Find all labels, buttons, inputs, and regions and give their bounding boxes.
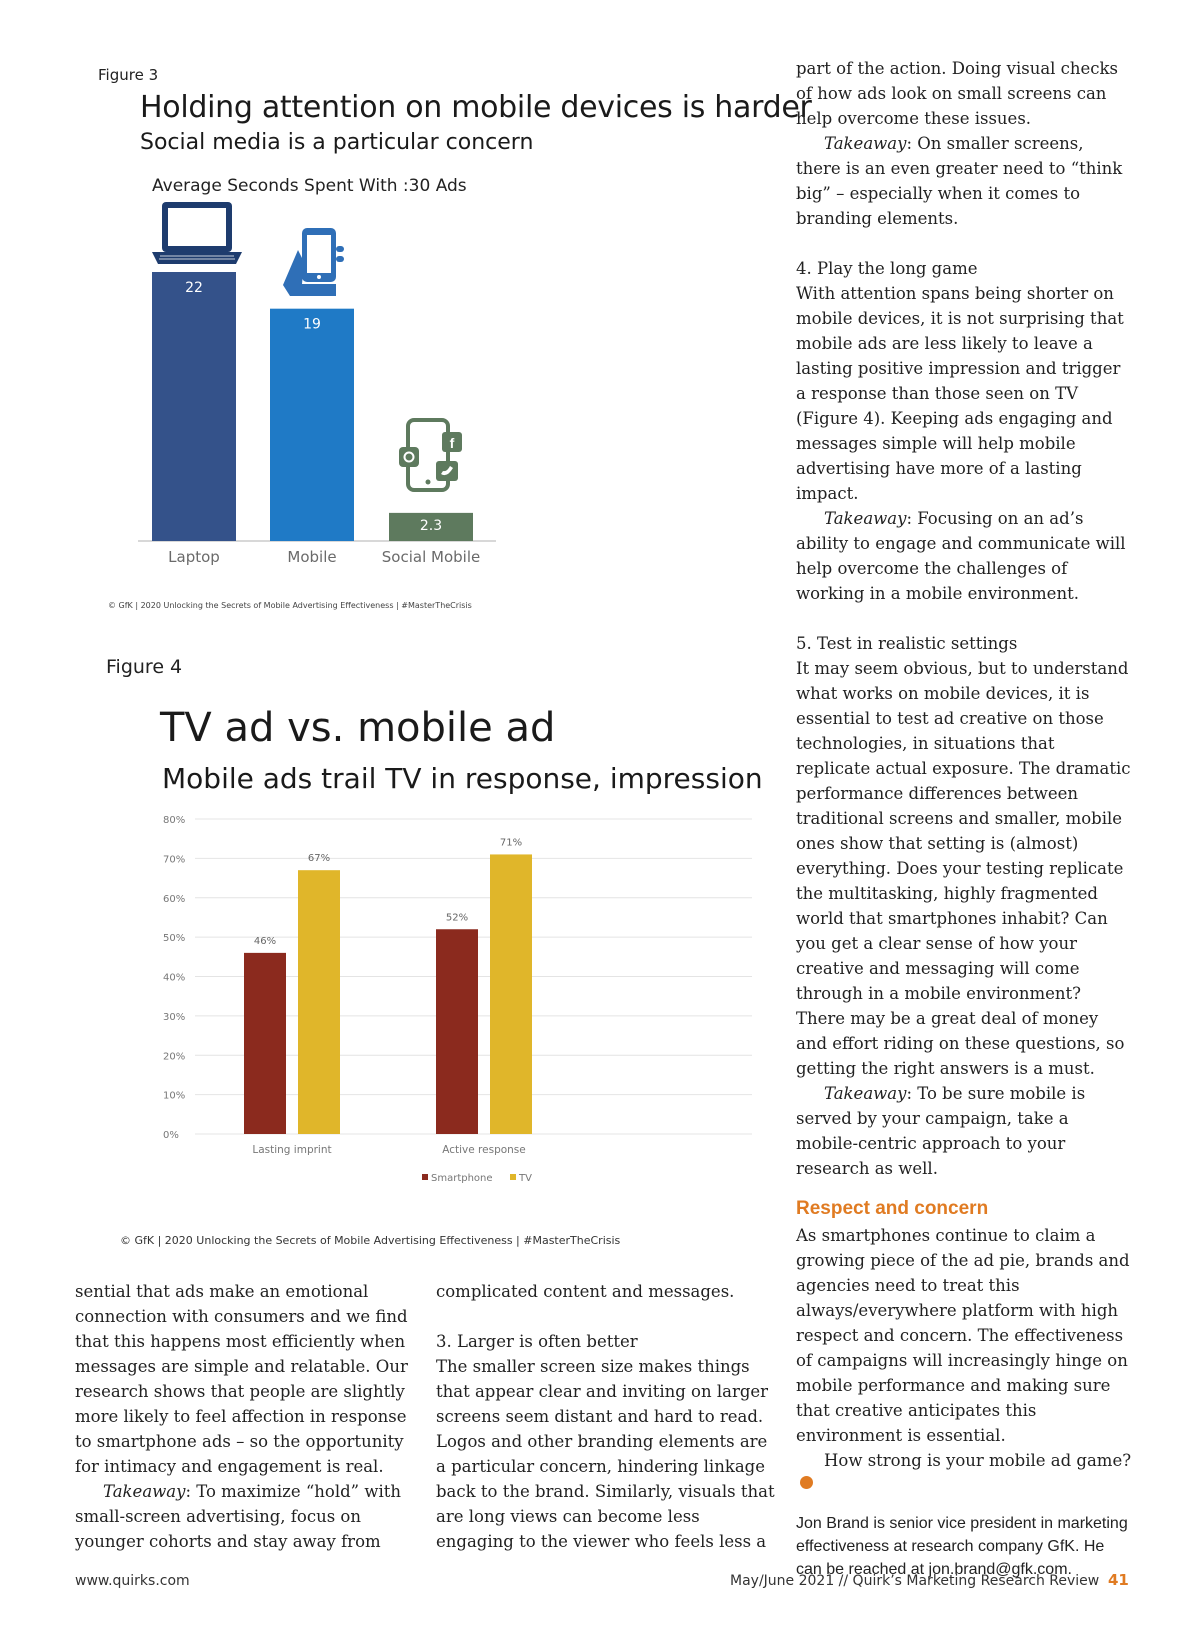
section-heading-respect: Respect and concern — [796, 1198, 989, 1219]
left-column — [75, 1279, 415, 1554]
figure4-subtitle: Mobile ads trail TV in response, impression — [162, 762, 763, 795]
end-mark-icon — [800, 1476, 813, 1489]
fig3-category-label: Social Mobile — [381, 548, 481, 566]
figure4-chart — [0, 0, 780, 1220]
section-5-paragraph: It may seem obvious, but to understand what works on mobile devices, it is essential to test ad creative on those technologies, in situations that replicate actual exposure. The dramatic performance differences between traditional screens and smaller, mobile ones show that setting is (almost) everything. Does your testing replicate the multitasking, highly fragmented world that smartphones inhabit? Can you get a clear sense of how your creative and messaging will come through in a mobile environment? There may be a great deal of money and effort riding on these questions, so getting the right answers is a must. — [796, 659, 1131, 1078]
footer-url[interactable]: www.quirks.com — [75, 1573, 190, 1589]
fig3-category-label: Mobile — [287, 548, 337, 566]
takeaway-3 — [796, 131, 1132, 231]
fig4-legend-label: Smartphone — [431, 1173, 493, 1184]
left-takeaway-text: : To maximize “hold” with small-screen advertising, focus on younger cohorts and stay away from — [75, 1482, 402, 1551]
middle-column — [436, 1279, 776, 1554]
section-3-paragraph: The smaller screen size makes things that appear clear and inviting on larger screens seem distant and hard to read. Logos and other branding elements are a particular concern, hindering linkage back to the brand. Similarly, visuals that are long views can become less engaging to the viewer who feels less a — [436, 1357, 775, 1551]
middle-paragraph: complicated content and messages. — [436, 1282, 735, 1301]
page-number: 41 — [1108, 1571, 1129, 1589]
right-paragraph-1: part of the action. Doing visual checks of how ads look on small screens can help overcome these issues. — [796, 59, 1119, 128]
figure3-label: Figure 3 — [98, 66, 159, 84]
takeaway-5 — [796, 1081, 1132, 1181]
fig3-value-label: 19 — [303, 316, 321, 333]
figure3-title: Holding attention on mobile devices is harder — [140, 90, 812, 125]
takeaway-4-text: : Focusing on an ad’s ability to engage and communicate will help overcome the challenges of working in a mobile environment. — [796, 509, 1126, 603]
fig3-value-label: 22 — [185, 280, 203, 296]
fig4-ytick-label: 20% — [163, 1051, 186, 1063]
takeaway-label: Takeaway — [103, 1482, 186, 1501]
section-3-heading: 3. Larger is often better — [436, 1332, 638, 1351]
fig3-value-label: 2.3 — [419, 517, 443, 534]
right-column — [796, 56, 1132, 1581]
closing-text: How strong is your mobile ad game? — [824, 1451, 1132, 1470]
fig4-ytick-label: 70% — [163, 854, 186, 866]
author-bio: Jon Brand is senior vice president in marketing effectiveness at research company GfK. He can be reached at jon.brand@gfk.com. — [796, 1515, 1128, 1578]
section-4-heading: 4. Play the long game — [796, 259, 978, 278]
fig4-ytick-label: 50% — [163, 933, 186, 945]
fig4-bar-tv — [490, 854, 532, 1134]
section-4-paragraph: With attention spans being shorter on mobile devices, it is not surprising that mobile ads are less likely to leave a lasting positive impression and trigger a response than those seen on TV (Figure 4). Keeping ads engaging and messages simple will help mobile advertising have more of a lasting impact. — [796, 284, 1124, 503]
respect-paragraph: As smartphones continue to claim a growing piece of the ad pie, brands and agencies need to treat this always/everywhere platform with high respect and concern. The effectiveness of campaigns will increasingly hinge on mobile performance and making sure that creative anticipates this environment is essential. — [796, 1226, 1130, 1445]
fig4-bar-smartphone — [244, 953, 286, 1134]
fig4-ytick-label: 40% — [163, 972, 186, 984]
figure4-label: Figure 4 — [106, 656, 183, 678]
section-5-heading: 5. Test in realistic settings — [796, 634, 1018, 653]
takeaway-4 — [796, 506, 1132, 606]
fig4-ytick-label: 0% — [163, 1130, 179, 1141]
fig4-value-label: 67% — [307, 853, 331, 865]
figure3-axis-title: Average Seconds Spent With :30 Ads — [152, 176, 467, 196]
fig4-category-label: Lasting imprint — [252, 1144, 332, 1156]
left-takeaway — [75, 1479, 415, 1554]
takeaway-5-text: : To be sure mobile is served by your campaign, take a mobile-centric approach to your research as well. — [796, 1084, 1086, 1178]
svg-text:f: f — [449, 435, 455, 451]
fig4-bar-tv — [298, 870, 340, 1134]
footer-issue: May/June 2021 // Quirk’s Marketing Research Review — [730, 1573, 1100, 1589]
fig4-value-label: 46% — [253, 935, 277, 947]
fig4-legend-swatch — [422, 1174, 428, 1180]
fig4-ytick-label: 60% — [163, 893, 186, 905]
fig3-category-label: Laptop — [168, 548, 220, 566]
fig4-legend-label: TV — [519, 1173, 532, 1184]
fig4-legend-swatch — [510, 1174, 516, 1180]
left-paragraph: sential that ads make an emotional connection with consumers and we find that this happens most efficiently when messages are simple and relatable. Our research shows that people are slightly more likely to feel affection in response to smartphone ads – so the opportunity for intimacy and engagement is real. — [75, 1282, 408, 1476]
takeaway-label: Takeaway — [824, 1084, 907, 1103]
fig4-ytick-label: 10% — [163, 1090, 186, 1102]
fig4-ytick-label: 80% — [163, 815, 186, 826]
fig4-bar-smartphone — [436, 929, 478, 1134]
fig4-category-label: Active response — [442, 1144, 526, 1156]
figure4-title: TV ad vs. mobile ad — [160, 705, 556, 751]
takeaway-label: Takeaway — [824, 134, 907, 153]
takeaway-3-text: : On smaller screens, there is an even greater need to “think big” – especially when it comes to branding elements. — [796, 134, 1123, 228]
figure4-credit: © GfK | 2020 Unlocking the Secrets of Mobile Advertising Effectiveness | #MasterTheCrisis — [120, 1234, 621, 1247]
fig4-value-label: 52% — [445, 912, 469, 924]
takeaway-label: Takeaway — [824, 509, 907, 528]
figure3-credit: © GfK | 2020 Unlocking the Secrets of Mobile Advertising Effectiveness | #MasterTheCrisis — [108, 601, 472, 610]
closing-line — [796, 1448, 1132, 1498]
fig4-value-label: 71% — [499, 837, 523, 849]
fig4-ytick-label: 30% — [163, 1011, 186, 1023]
figure3-subtitle: Social media is a particular concern — [140, 130, 534, 155]
